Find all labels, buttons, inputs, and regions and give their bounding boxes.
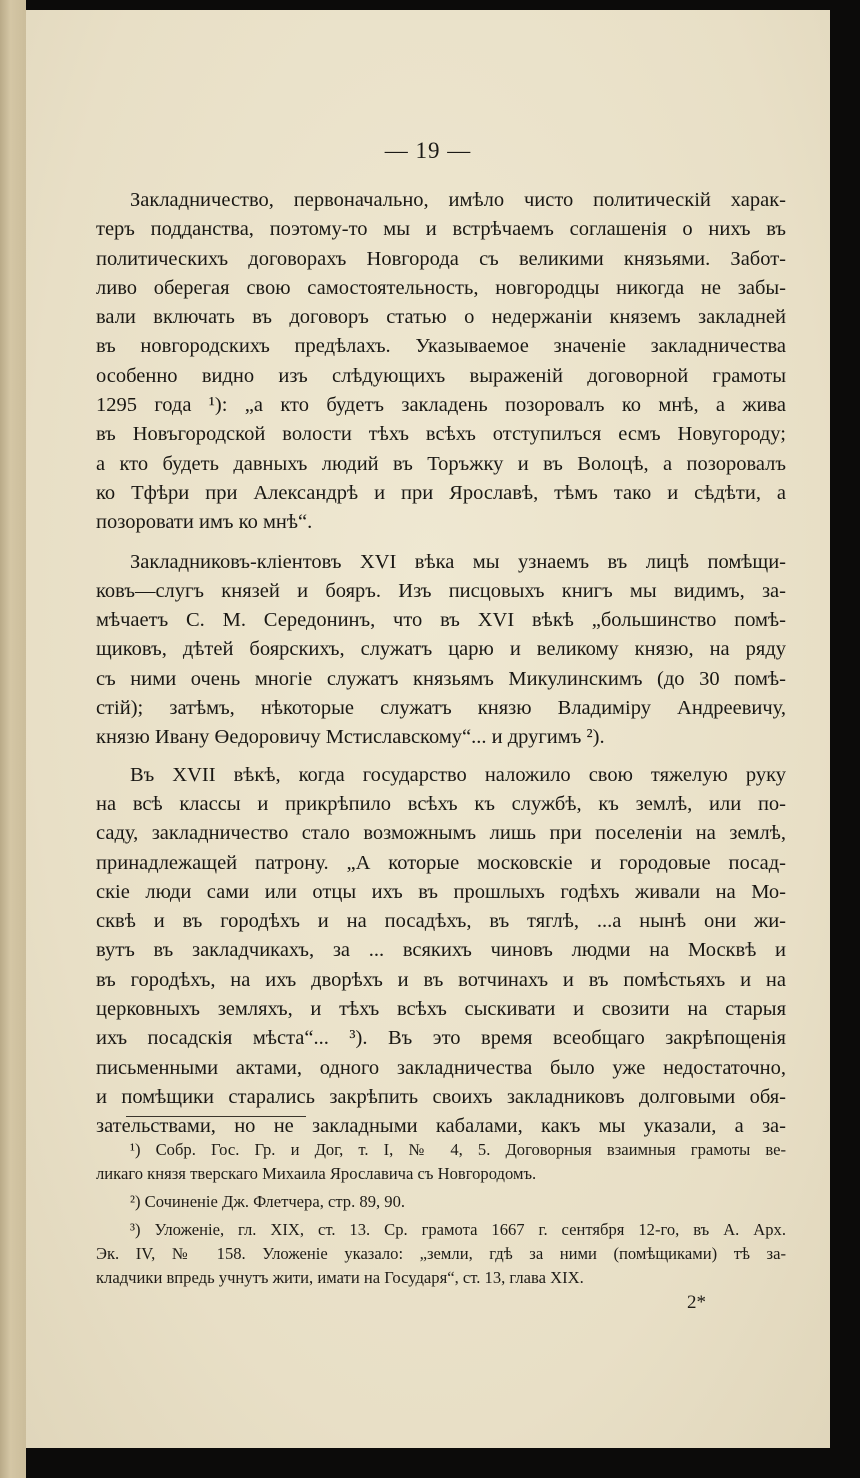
footnote-line: ²) Сочиненіе Дж. Флетчера, стр. 89, 90. [130, 1192, 406, 1211]
text-line: въ новгородскихъ предѣлахъ. Указываемое значеніе закладничества [96, 335, 786, 358]
text-line: сквѣ и въ городѣхъ и на посадѣхъ, въ тяглѣ, ...а нынѣ они жи- [96, 910, 786, 933]
text-line: принадлежащей патрону. „А которые московскіе и городовые посад- [96, 851, 786, 874]
footnote-line: кладчики впредь учнутъ жити, имати на Государя“, ст. 13, глава XIX. [96, 1268, 584, 1287]
text-line: Закладниковъ-кліентовъ XVI вѣка мы узнаемъ въ лицѣ помѣщи- [130, 550, 786, 573]
text-line: ихъ посадскія мѣста“... ³). Въ это время всеобщаго закрѣпощенія [96, 1027, 786, 1050]
footnote-line: ¹) Собр. Гос. Гр. и Дог, т. I, № 4, 5. Договорныя взаимныя грамоты ве- [130, 1140, 786, 1159]
footnote-line: ликаго князя тверскаго Михаила Ярославича съ Новгородомъ. [96, 1164, 537, 1183]
text-line: вали включать въ договоръ статью о недержаніи княземъ закладней [96, 306, 786, 329]
text-line: Закладничество, первоначально, имѣло чисто политическій харак- [130, 189, 786, 211]
text-line: зательствами, но не закладными кабалами, какъ мы указали, а за- [96, 1115, 786, 1138]
footnote-line: Эк. IV, № 158. Уложеніе указало: „земли, гдѣ за ними (помѣщиками) тѣ за- [96, 1244, 786, 1263]
text-line: и помѣщики старались закрѣпить своихъ закладниковъ долговыми обя- [96, 1085, 786, 1108]
text-line: ко Тфѣри при Александрѣ и при Ярославѣ, тѣмъ тако и сѣдѣти, а [96, 481, 786, 504]
text-line: церковныхъ земляхъ, и тѣхъ всѣхъ сыскивати и свозити на старыя [96, 998, 786, 1021]
page-number: — 19 — [384, 138, 472, 163]
text-line: письменными актами, одного закладничества было уже недостаточно, [96, 1056, 786, 1079]
text-line: на всѣ классы и прикрѣпило всѣхъ къ службѣ, къ землѣ, или по- [96, 792, 786, 815]
text-line: ливо оберегая свою самостоятельность, новгородцы никогда не забы- [96, 276, 786, 299]
text-line: мѣчаетъ С. М. Середонинъ, что въ XVI вѣкѣ „большинство помѣ- [96, 609, 786, 632]
main-text [96, 186, 786, 1142]
text-line: князю Ивану Өедоровичу Мстиславскому“... и другимъ ²). [96, 726, 605, 749]
footnotes [96, 1138, 786, 1290]
text-line: 1295 года ¹): „а кто будетъ закладень позоровалъ ко мнѣ, а жива [96, 394, 786, 417]
text-line: стій); затѣмъ, нѣкоторые служатъ князю Владиміру Андреевичу, [96, 697, 786, 720]
text-line: щиковъ, дѣтей боярскихъ, служатъ царю и великому князю, на ряду [96, 638, 786, 661]
text-line: ковъ—слугъ князей и бояръ. Изъ писцовыхъ книгъ мы видимъ, за- [96, 579, 786, 602]
text-line: теръ подданства, поэтому-то мы и встрѣчаемъ соглашенія о нихъ въ [96, 218, 786, 241]
text-line: скіе люди сами или отцы ихъ въ прошлыхъ годѣхъ живали на Мо- [96, 880, 786, 903]
text-line: въ Новъгородской волости тѣхъ всѣхъ отступилъся есмъ Новугороду; [96, 423, 786, 446]
footnote-line: ³) Уложеніе, гл. XIX, ст. 13. Ср. грамота 1667 г. сентября 12-го, въ А. Арх. [130, 1220, 786, 1239]
book-page [26, 10, 830, 1448]
text-line: съ ними очень многіе служатъ князьямъ Микулинскимъ (до 30 помѣ- [96, 667, 786, 690]
footnote-divider [126, 1116, 306, 1117]
text-line: а кто будеть давныхъ людий въ Торъжку и въ Волоцѣ, а позоровалъ [96, 452, 786, 475]
text-line: Въ XVII вѣкѣ, когда государство наложило свою тяжелую руку [130, 763, 786, 786]
text-line: политическихъ договорахъ Новгорода съ великими князьями. Забот- [96, 247, 786, 270]
text-line: особенно видно изъ слѣдующихъ выраженій договорной грамоты [96, 364, 786, 387]
text-line: саду, закладничество стало возможнымъ лишь при поселеніи на землѣ, [96, 822, 786, 845]
signature-mark: 2* [687, 1292, 706, 1313]
book-spine-edge [0, 0, 26, 1478]
text-line: вутъ въ закладчикахъ, за ... всякихъ чиновъ людми на Москвѣ и [96, 939, 786, 962]
text-line: въ городѣхъ, на ихъ дворѣхъ и въ вотчинахъ и въ помѣстьяхъ и на [96, 968, 786, 991]
text-line: позоровати имъ ко мнѣ“. [96, 511, 313, 534]
